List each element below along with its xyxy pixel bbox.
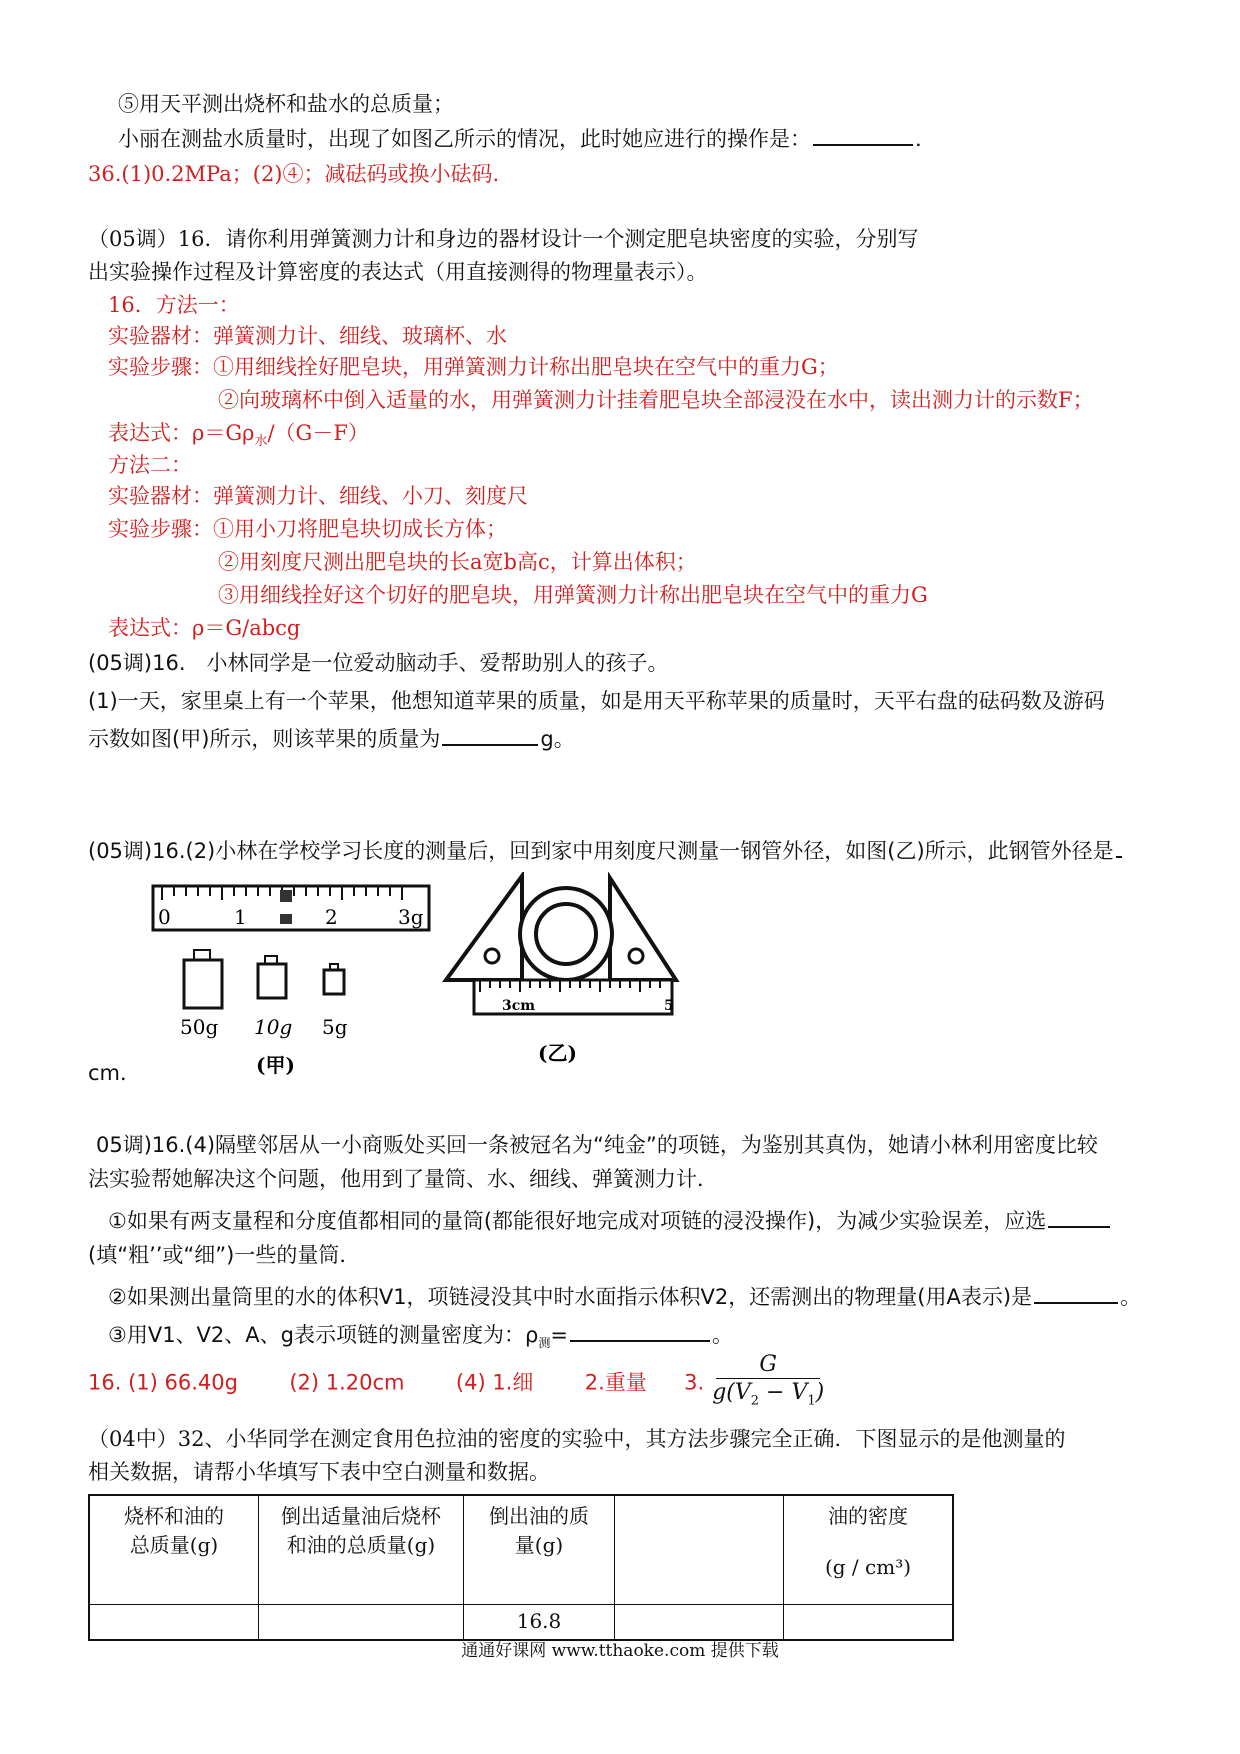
answer-line: 实验步骤：①用小刀将肥皂块切成长方体； (108, 517, 507, 541)
answer-line: 实验步骤：①用细线拴好肥皂块，用弹簧测力计称出肥皂块在空气中的重力G； (108, 355, 839, 379)
steel-pipe-inner (536, 904, 596, 964)
table-cell (259, 1605, 464, 1641)
table-cell: 16.8 (464, 1605, 615, 1641)
question-line: ③用V1、V2、A、g表示项链的测量密度为：$\rho_测=$ 。 (108, 1320, 733, 1358)
answer-line: 表达式：$\rho=G\rho_水/(G-F)$ (108, 421, 369, 450)
answer-line: 36.(1)0.2MPa；(2)④；减砝码或换小砝码. (88, 162, 500, 186)
question-line: 示数如图(甲)所示，则该苹果的质量为 g。 (88, 724, 575, 754)
question-line: (填“粗’’或“细”)一些的量筒． (88, 1243, 361, 1267)
answer-line: 实验器材：弹簧测力计、细线、小刀、刻度尺 (108, 484, 528, 508)
question-line: ②如果测出量筒里的水的体积V1，项链浸没其中时水面指示体积V2，还需测出的物理量(用A表示)是 。 (108, 1282, 1141, 1312)
table-row (89, 1605, 953, 1641)
figure-yi-ruler (440, 872, 695, 1072)
answer-blank (442, 724, 538, 746)
unit-text: cm． (88, 1061, 142, 1085)
table-header-row (89, 1495, 953, 1605)
answer-line: 表达式：ρ＝G/abcg (108, 616, 301, 640)
density-formula: $\frac{G}{g(V_2 - V_1)}$ (712, 1352, 825, 1409)
data-table (88, 1494, 954, 1641)
question-line: (05调)16. 小林同学是一位爱动脑动手、爱帮助别人的孩子。 (88, 651, 669, 675)
answer-line: ②用刻度尺测出肥皂块的长a宽b高c，计算出体积； (218, 550, 697, 574)
answer-line: 16．方法一： (108, 293, 240, 317)
answer-blank (1034, 1282, 1118, 1304)
figure-jia-balance (150, 880, 440, 1080)
answer-line: 方法二： (108, 453, 192, 477)
figure-caption: (乙) (538, 1041, 577, 1065)
tick-label: 0 (158, 905, 171, 929)
header-cell: 油的密度 (g / cm³) (784, 1495, 954, 1605)
weight-label: 5g (322, 1015, 348, 1039)
rider (280, 890, 292, 902)
ruler-label: 5 (664, 998, 674, 1014)
question-line: 法实验帮她解决这个问题，他用到了量筒、水、细线、弹簧测力计． (88, 1167, 718, 1191)
rider-base (280, 914, 292, 924)
answer-line: 16. (1) 66.40g (2) 1.20cm (4) 1.细 2.重量 3. $\frac{G}{g(V_2 - V_1)}$ (88, 1352, 828, 1415)
figure-caption: (甲) (256, 1053, 295, 1077)
table-cell (89, 1605, 259, 1641)
weight-label: 50g (180, 1015, 219, 1039)
question-line: (1)一天，家里桌上有一个苹果，他想知道苹果的质量，如是用天平称苹果的质量时，天平右盘的砝码数及游码 (88, 689, 1105, 713)
tick-label: 3g (398, 905, 424, 929)
ruler-label: 3cm (502, 998, 536, 1014)
answer-blank (570, 1320, 710, 1342)
right-triangle (610, 878, 676, 980)
weight-50g (184, 960, 222, 1008)
question-line: ①如果有两支量程和分度值都相同的量筒(都能很好地完成对项链的浸没操作)，为减少实验误差，应选 (108, 1206, 1112, 1236)
table-cell (784, 1605, 954, 1641)
weight-label: 10g (254, 1015, 293, 1039)
tick-label: 1 (234, 905, 247, 929)
answer-line: ②向玻璃杯中倒入适量的水，用弹簧测力计挂着肥皂块全部浸没在水中，读出测力计的示数F； (218, 388, 1094, 412)
question-line: （05调）16．请你利用弹簧测力计和身边的器材设计一个测定肥皂块密度的实验，分别写 (88, 227, 919, 251)
question-line: 05调)16.(4)隔壁邻居从一小商贩处买回一条被冠名为“纯金”的项链，为鉴别其真伪，她请小林利用密度比较 (96, 1133, 1098, 1157)
weight-10g (258, 964, 286, 998)
weight-5g (324, 970, 344, 994)
page-footer: 通通好课网 www.tthaoke.com 提供下载 (461, 1641, 779, 1661)
text-line: ⑤用天平测出烧杯和盐水的总质量； (118, 92, 454, 116)
answer-line: 实验器材：弹簧测力计、细线、玻璃杯、水 (108, 324, 507, 348)
tick-label: 2 (325, 905, 338, 929)
left-triangle (446, 876, 522, 980)
answer-blank (813, 124, 913, 146)
answer-line: ③用细线拴好这个切好的肥皂块，用弹簧测力计称出肥皂块在空气中的重力G (218, 583, 928, 607)
question-line: 相关数据，请帮小华填写下表中空白测量和数据。 (88, 1460, 550, 1484)
header-cell: 烧杯和油的 总质量(g) (89, 1495, 259, 1605)
header-cell: 倒出适量油后烧杯 和油的总质量(g) (259, 1495, 464, 1605)
header-cell (615, 1495, 784, 1605)
table-cell (615, 1605, 784, 1641)
question-line: (05调)16.(2)小林在学校学习长度的测量后，回到家中用刻度尺测量一钢管外径，如图(乙)所示，此钢管外径是 (88, 836, 1124, 866)
question-line: （04中）32、小华同学在测定食用色拉油的密度的实验中，其方法步骤完全正确．下图显示的是他测量的 (88, 1427, 1066, 1451)
answer-blank (1048, 1206, 1110, 1228)
question-line: 出实验操作过程及计算密度的表达式（用直接测得的物理量表示）。 (88, 260, 708, 284)
text-line: 小丽在测盐水质量时，出现了如图乙所示的情况，此时她应进行的操作是： . (118, 124, 922, 154)
answer-blank (1116, 836, 1122, 858)
header-cell: 倒出油的质 量(g) (464, 1495, 615, 1605)
